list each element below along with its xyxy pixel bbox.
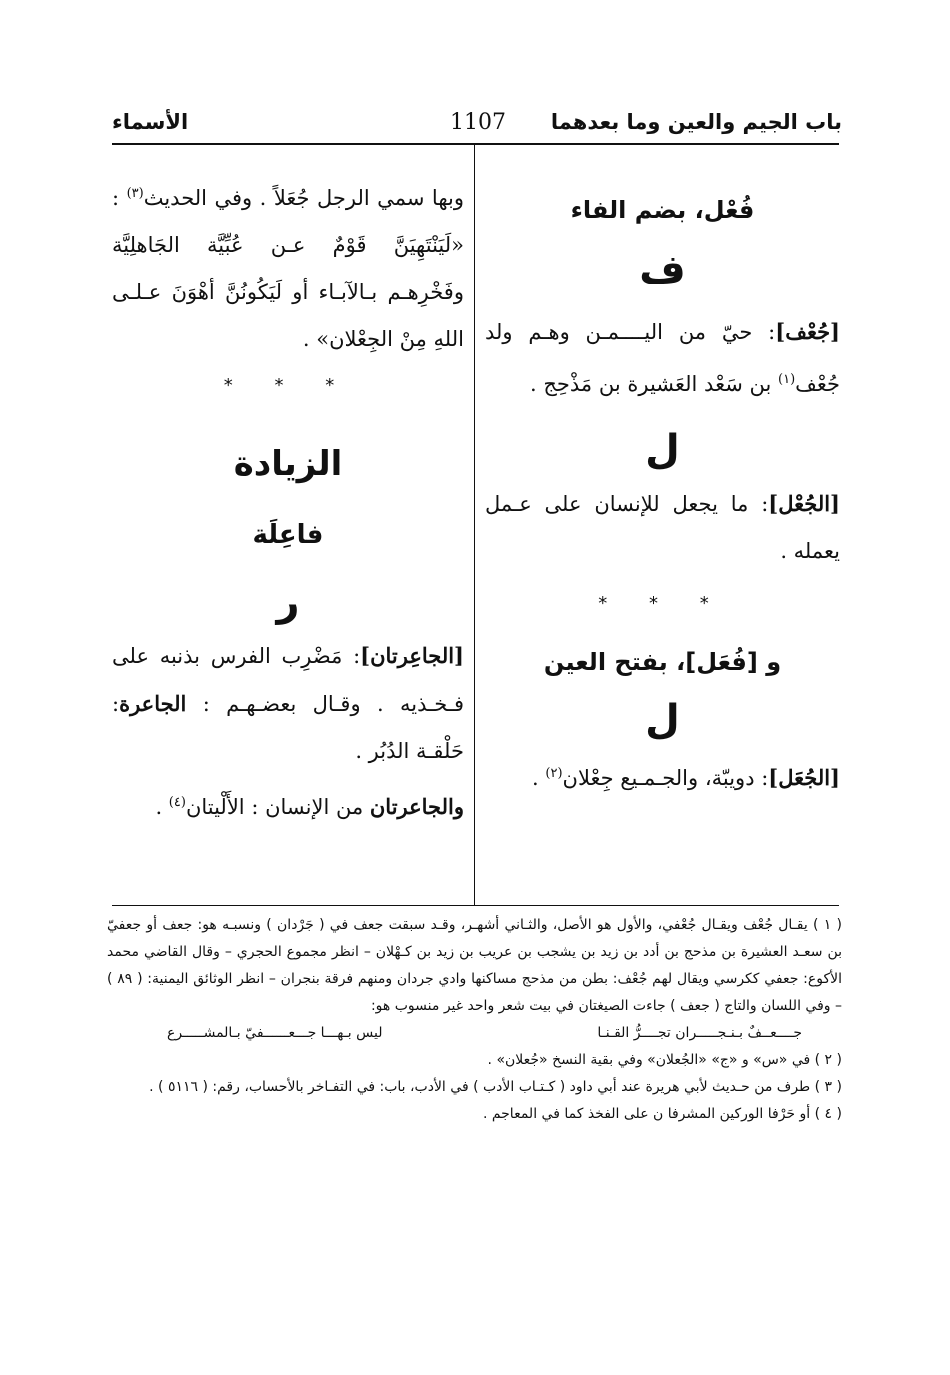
footnote-ref-1[interactable]: (١) [778, 372, 796, 387]
footnote-ref-3[interactable]: (٣) [126, 186, 144, 201]
entry-term: [الجاعِرتان] [360, 643, 464, 668]
running-head-section: الأسماء [112, 110, 189, 134]
footnote-verse [107, 1020, 842, 1047]
heading-fuEl: فُعْل، بضم الفاء [570, 196, 755, 224]
footnote-rule [112, 905, 839, 906]
left-column [112, 150, 464, 900]
page-number: 1107 [450, 110, 506, 135]
entry-text-cont: : حَلْقـة الدُبُر . [112, 692, 464, 763]
footnote-ref-4[interactable]: (٤) [168, 795, 186, 810]
footnote-ref-2[interactable]: (٢) [545, 766, 563, 781]
footnote-3: ( ٣ ) طرف من حـديث لأبي هريرة عند أبي داود ( كـتـاب الأدب ) في الأدب، باب: في التفـاخر بالأحساب، رقم: ( ٥١١٦ ) . [149, 1079, 842, 1095]
entry-text: : مَضْرِب الفرس بذنبه على فـخـذيه . وقـال بعضـهـم : [112, 644, 464, 716]
entry-term: [جُعْف] [775, 319, 840, 344]
para-text-cont: : «لَيَنْتَهِيَنَّ قَوْمٌ عـن عُبِّيَّة الجَاهلِيَّة وفَخْرِهـم بـالآبـاء أو لَيَكُونُنَّ أهْوَنَ عـلـى اللهِ مِنْ الجِعْلان» . [112, 186, 464, 351]
right-column [485, 150, 840, 900]
section-stars: * * * [223, 375, 353, 396]
entry-text-cont: بن سَعْد العَشيرة بن مَذْحِج . [530, 372, 778, 396]
section-stars: * * * [598, 593, 727, 614]
entry-juEal [485, 750, 840, 802]
entry-juEl [485, 480, 840, 575]
letter-ra: ر [276, 579, 300, 625]
entry-term: [الجُعْل] [768, 491, 840, 516]
entry-jaEiratan [112, 632, 464, 775]
header-rule [112, 143, 839, 145]
entry-term: [الجُعَل] [768, 765, 840, 790]
heading-faila: فاعِلَة [252, 520, 324, 550]
verse-hemistich-1: جــــعــفٌ بـنـجـــــران تجــــرُّ القـنـا [597, 1025, 802, 1041]
entry-text: : دويبّة، والجـمـيع جِعْلان [562, 766, 769, 790]
letter-lam: ل [645, 697, 680, 743]
letter-fa: ف [639, 247, 686, 293]
footnote-2: ( ٢ ) في «س» و «ج» «الجُعلان» وفي بقية النسخ «جُعلان» . [487, 1052, 842, 1068]
footnote-1: ( ١ ) يقـال جُعْف ويقـال جُعْفي، والأول هو الأصل، والثـاني أشهـر، وقـد سبقت جعف في ( جَرْدان ) ونسبـه هو: جعف أو جعفيّ بن سعـد العشيرة بن مذحج بن أدد بن زيد بن يشجب بن عريب بن زيد بن كـهْلان – انظر مجموع الحجري – وقال القاضي محمد الأكوع: جعفي ككرسي ويقال لهم جُعْف: بطن من مذحج مساكنها وادي جردان ومنهم فرقة بنجران – انظر الوثائق اليمنية: ( ٨٩ ) – وفي اللسان والتاج ( جعف ) جاءت الصيغتان في بيت شعر واحد غير منسوب هو: [107, 917, 842, 1014]
entry-end: . [155, 795, 169, 819]
entry-text: من الإنسان : الأَلْيتان [185, 795, 370, 819]
entry-term: والجاعرتان [369, 794, 464, 819]
verse-hemistich-2: ليس بـهـــا جـــعــــــفيّ بـالمشـــــرع [167, 1025, 383, 1041]
column-divider [474, 145, 475, 905]
entry-juEf [485, 308, 840, 408]
entry-end: . [532, 766, 546, 790]
entry-jaEiratan-human [112, 779, 464, 831]
entry-text: : حيّ من اليــــمـن وهـم ولد جُعْف [485, 320, 840, 396]
entry-term-2: الجاعرة [119, 691, 187, 716]
running-head-chapter: باب الجيم والعين وما بعدهما [550, 110, 842, 134]
letter-lam: ل [645, 427, 680, 473]
para-text: وبها سمي الرجل جُعَلاً . وفي الحديث [143, 186, 464, 210]
footnotes [107, 912, 842, 1272]
heading-ziyada: الزيادة [233, 444, 343, 484]
heading-fuEal: و [فُعَل]، بفتح العين [543, 648, 782, 676]
entry-text: : ما يجعل للإنسان على عـمل يعمله . [485, 492, 840, 563]
hadith-paragraph [112, 170, 464, 363]
footnote-4: ( ٤ ) أو حَرْفا الوركين المشرفا ن على الفخذ كما في المعاجم . [482, 1106, 842, 1122]
